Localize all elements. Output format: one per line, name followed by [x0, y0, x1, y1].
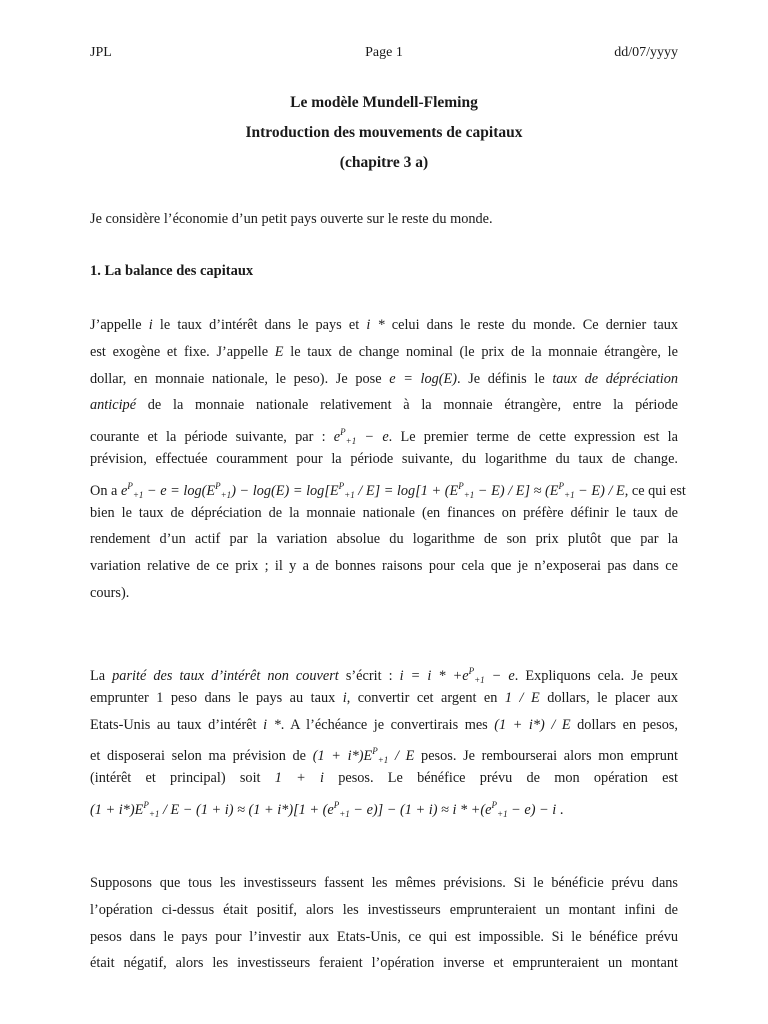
document-title-block — [90, 92, 678, 182]
intro-paragraph: Je considère l’économie d’un petit pays ouverte sur le reste du monde. — [90, 211, 493, 227]
document-chapter: (chapitre 3 a) — [339, 154, 429, 171]
page-header — [90, 45, 678, 65]
text-line: rendement d’un actif par la variation absolue du logarithme de son prix plutôt que par la — [90, 531, 678, 548]
text-line: J’appelle i le taux d’intérêt dans le pays et i * celui dans le reste du monde. Ce dernier taux — [90, 317, 678, 333]
text-line: est exogène et fixe. J’appelle E le taux de change nominal (le prix de la monnaie étrangère, le — [90, 343, 678, 360]
text-line: était négatif, alors les investisseurs feraient l’opération inverse et emprunteraient un montant — [90, 955, 678, 972]
paragraph-interest-parity — [90, 658, 678, 819]
text-line: Supposons que tous les investisseurs fassent les mêmes prévisions. Si le bénéficie prévu dans — [90, 875, 678, 891]
text-line: pesos dans le pays pour l’investir aux Etats-Unis, ce qui est impossible. Si le bénéfice prévu — [90, 928, 678, 945]
text-line: courante et la période suivante, par : $e^P_{+1} - e$. Le premier terme de cette expression est la — [90, 427, 678, 447]
text-line: dollar, en monnaie nationale, le peso). Je pose e = log(E). Je définis le taux de dépréciation — [90, 370, 678, 387]
paragraph-capital-balance — [90, 312, 686, 607]
text-line: emprunter 1 peso dans le pays au taux i, convertir cet argent en 1 / E dollars, le placer aux — [90, 689, 678, 706]
profit-formula-line: $(1 + i*)E^P_{+1} / E - (1 + i) \approx (1 + i*)[1 + (e^P_{+1} - e)] - (1 + i) \approx i * +(e^P_{+1} - e) - i$ . — [90, 799, 564, 819]
text-line: l’opération ci-dessus était positif, alors les investisseurs emprunteraient un montant infini de — [90, 901, 678, 918]
text-line: anticipé de la monnaie nationale relativement à la monnaie étrangère, entre la période — [90, 397, 678, 414]
section-heading: 1. La balance des capitaux — [90, 263, 254, 279]
text-line: et disposerai selon ma prévision de $(1 + i*)E^P_{+1} / E$ pesos. Je rembourserai alors mon emprunt — [90, 746, 678, 766]
header-page-number: Page 1 — [365, 45, 403, 60]
text-line: Etats-Unis au taux d’intérêt i *. A l’échéance je convertirais mes (1 + i*) / E dollars en pesos, — [90, 716, 678, 733]
text-line: La parité des taux d’intérêt non couvert s’écrit : $i = i * +e^P_{+1} - e$. Expliquons cela. Je peux — [90, 666, 678, 685]
text-line: cours). — [90, 584, 130, 601]
text-line: bien le taux de dépréciation de la monnaie nationale (en finances on préfère définir le taux de — [90, 504, 678, 521]
header-author: JPL — [90, 45, 112, 60]
paragraph-investors — [90, 870, 678, 977]
header-date: dd/07/yyyy — [614, 45, 678, 60]
depreciation-identity-formula: $e^P_{+1} - e = \log(E^P_{+1}) - \log(E) = \log[E^P_{+1} / E] = \log[1 + (E^P_{+1} - E) / E] \approx (E^P_{+1} - E) / E$ — [120, 480, 625, 500]
text-line: variation relative de ce prix ; il y a de bonnes raisons pour cela que je n’exposerai pas dans ce — [90, 558, 678, 575]
text-line: (intérêt et principal) soit 1 + i pesos. Le bénéfice prévu de mon opération est — [90, 770, 678, 787]
text-line: On a $e^P_{+1} - e = \log(E^P_{+1}) - \log(E) = \log[E^P_{+1} / E] = \log[1 + (E^P_{+1} - E) / E] \approx (E^P_{+1} - E) / E$, ce qui est — [90, 480, 686, 500]
document-title: Le modèle Mundell-Fleming — [290, 94, 478, 111]
text-line: prévision, effectuée couramment pour la période suivante, du logarithme du taux de change. — [90, 450, 678, 467]
document-subtitle: Introduction des mouvements de capitaux — [245, 124, 523, 141]
